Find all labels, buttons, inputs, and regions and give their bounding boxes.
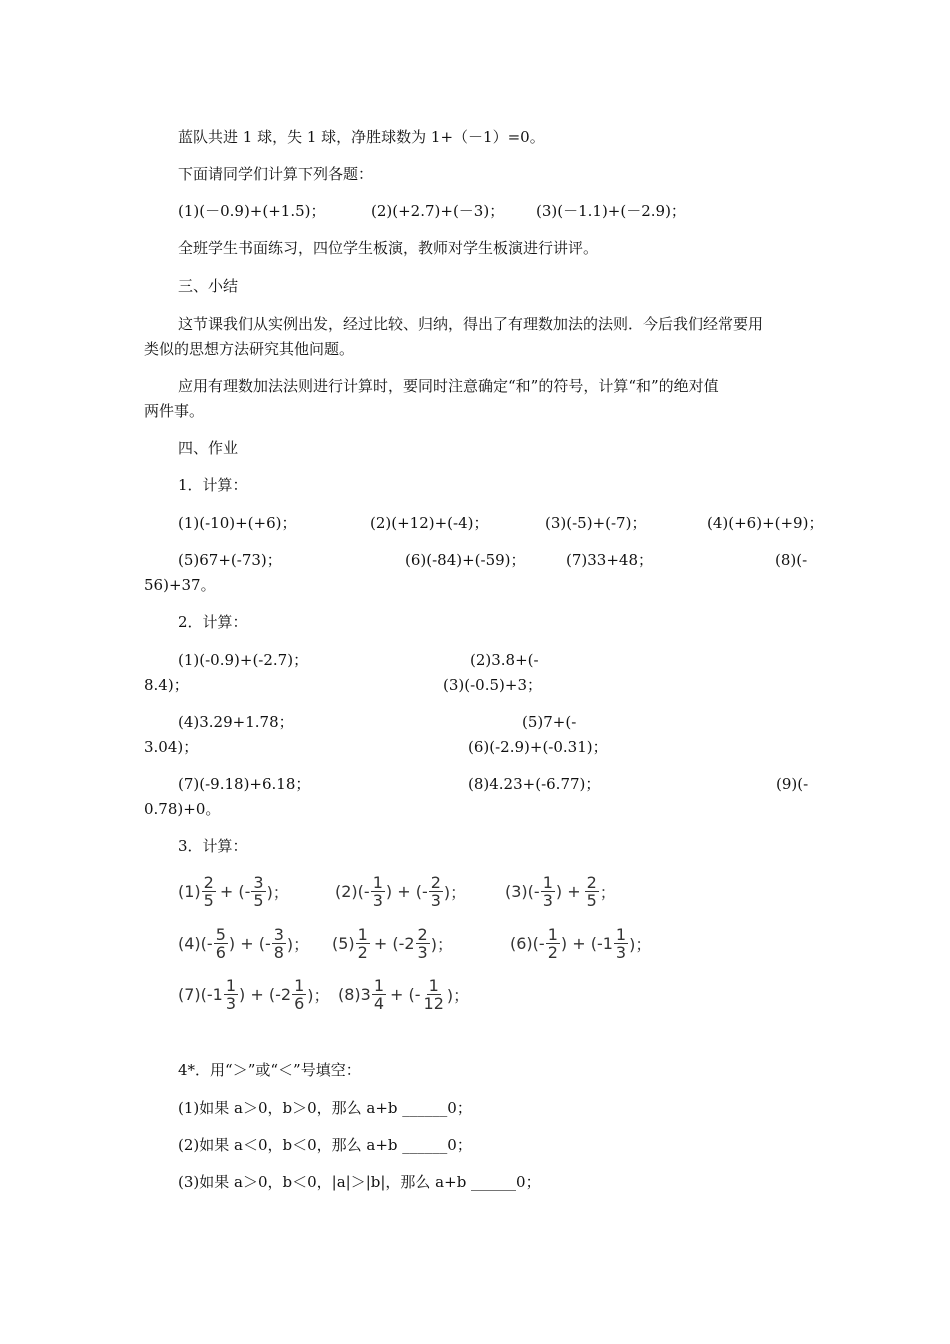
q3-expression-3: (3)(- $\frac{1}{3}$ ) + $\frac{2}{5}$ ； [505,873,616,910]
q2-item-8: (8)4.23+(-6.77)； [468,775,601,793]
question-2-title: 2．计算： [178,613,248,631]
q1-item-8-end: 56)+37。 [144,576,216,594]
practice-item-3: (3)(－1.1)+(－2.9)； [536,202,686,220]
q3-expression-1: (1) $\frac{2}{5}$ + (- $\frac{3}{5}$ )； [178,873,289,910]
summary-paragraph-1-line-2: 类似的思想方法研究其他问题。 [144,340,355,358]
q2-item-6: (6)(-2.9)+(-0.31)； [468,738,608,756]
summary-paragraph-2-line-1: 应用有理数加法法则进行计算时，要同时注意确定“和”的符号，计算“和”的绝对值 [178,377,719,395]
summary-paragraph-1-line-1: 这节课我们从实例出发，经过比较、归纳，得出了有理数加法的法则．今后我们经常要用 [178,315,764,333]
heading-homework: 四、作业 [178,439,239,457]
q4-item-2: (2)如果 a＜0，b＜0，那么 a+b ______0； [178,1136,472,1154]
q2-item-2-start: (2)3.8+(- [470,651,539,669]
q1-item-5: (5)67+(-73)； [178,551,282,569]
q2-item-1: (1)(-0.9)+(-2.7)； [178,651,309,669]
practice-item-2: (2)(+2.7)+(－3)； [371,202,505,220]
q1-item-6: (6)(-84)+(-59)； [405,551,526,569]
q1-item-7: (7)33+48； [566,551,653,569]
q4-item-3: (3)如果 a＞0，b＜0，|a|＞|b|，那么 a+b ______0； [178,1173,541,1191]
q3-expression-4: (4)(- $\frac{5}{6}$ ) + (- $\frac{3}{8}$ )； [178,925,310,962]
question-4-title: 4*．用“＞”或“＜”号填空： [178,1061,361,1079]
heading-summary: 三、小结 [178,277,239,295]
q2-item-3: (3)(-0.5)+3； [443,676,542,694]
q3-expression-7: (7)(-1 $\frac{1}{3}$ ) + (-2 $\frac{1}{6}$ )； [178,976,330,1013]
q2-item-2-end: 8.4)； [144,676,189,694]
q1-item-8-start: (8)(- [775,551,808,569]
q2-item-9-end: 0.78)+0。 [144,800,221,818]
q2-item-5-start: (5)7+(- [522,713,577,731]
paragraph-instruction: 下面请同学们计算下列各题： [178,165,374,183]
q1-item-2: (2)(+12)+(-4)； [370,514,489,532]
paragraph-blue-team: 蓝队共进 1 球，失 1 球，净胜球数为 1+（－1）=0。 [178,128,545,146]
q1-item-4: (4)(+6)+(+9)； [707,514,824,532]
q2-item-5-end: 3.04)； [144,738,199,756]
summary-paragraph-2-line-2: 两件事。 [144,402,205,420]
q3-expression-8: (8)3 $\frac{1}{4}$ + (- $\frac{1}{12}$ )； [338,976,470,1013]
q3-expression-5: (5) $\frac{1}{2}$ + (-2 $\frac{2}{3}$ )； [332,925,453,962]
q1-item-1: (1)(-10)+(+6)； [178,514,297,532]
q2-item-7: (7)(-9.18)+6.18； [178,775,311,793]
q3-expression-6: (6)(- $\frac{1}{2}$ ) + (-1 $\frac{1}{3}$ )； [510,925,652,962]
question-1-title: 1．计算： [178,476,248,494]
q4-item-1: (1)如果 a＞0，b＞0，那么 a+b ______0； [178,1099,472,1117]
q2-item-9-start: (9)(- [776,775,809,793]
paragraph-class-practice: 全班学生书面练习，四位学生板演，教师对学生板演进行讲评。 [178,239,599,257]
q2-item-4: (4)3.29+1.78； [178,713,294,731]
q1-item-3: (3)(-5)+(-7)； [545,514,647,532]
question-3-title: 3．计算： [178,837,248,855]
q3-expression-2: (2)(- $\frac{1}{3}$ ) + (- $\frac{2}{3}$ )； [335,873,467,910]
practice-item-1: (1)(－0.9)+(+1.5)； [178,202,326,220]
